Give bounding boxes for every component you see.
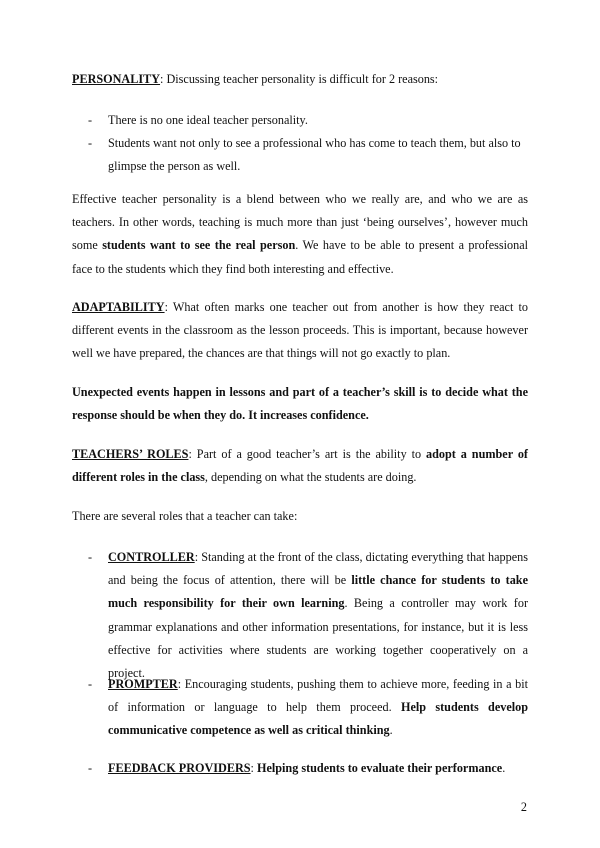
role-text-1: : xyxy=(250,761,257,775)
adaptability-paragraph xyxy=(72,296,528,366)
roles-text-2: , depending on what the students are doing. xyxy=(204,470,417,485)
bullet-dash: - xyxy=(88,113,93,127)
role-controller xyxy=(108,546,528,685)
roles-intro: There are several roles that a teacher can take: xyxy=(72,509,298,523)
personality-para-text-2: . We have to be able to present a professional face to the students which they find both interesting and effective. xyxy=(72,238,528,276)
roles-paragraph xyxy=(72,443,528,489)
roles-text-1: : Part of a good teacher’s art is the ability to xyxy=(188,447,427,461)
adaptability-text: : What often marks one teacher out from another is how they react to different events in the classroom as the lesson proceeds. This is important, because however well we have prepared, the chances are that things will not go exactly to plan. xyxy=(72,300,528,361)
personality-intro-text: : Discussing teacher personality is difficult for 2 reasons: xyxy=(160,72,439,86)
role-name: CONTROLLER xyxy=(108,550,195,564)
personality-intro xyxy=(72,68,528,91)
role-text-1: : Encouraging students, pushing them to achieve more, feeding in a bit of information or language to help them proceed. xyxy=(108,677,528,715)
role-text-2: . xyxy=(389,723,393,738)
personality-para-text-1: Effective teacher personality is a blend between who we really are, and who we are as teachers. In other words, teaching is much more than just ‘being ourselves’, however much some xyxy=(72,192,528,253)
role-text-2: . xyxy=(502,761,506,775)
role-dash: - xyxy=(88,550,93,564)
personality-bullet-1: There is no one ideal teacher personality. xyxy=(108,113,308,127)
role-dash: - xyxy=(88,677,93,691)
personality-para-bold: students want to see the real person xyxy=(102,238,296,253)
role-bold: Helping students to evaluate their performance xyxy=(256,761,503,775)
bullet-dash: - xyxy=(88,136,93,150)
personality-heading: PERSONALITY xyxy=(72,72,161,86)
role-name: PROMPTER xyxy=(108,677,178,691)
page-number: 2 xyxy=(520,800,527,814)
role-text-1: : Standing at the front of the class, dictating everything that happens and being the focus of attention, there will be xyxy=(108,550,528,588)
personality-paragraph xyxy=(72,188,528,281)
role-name: FEEDBACK PROVIDERS xyxy=(108,761,251,775)
role-text-2: . Being a controller may work for grammar explanations and other information presentations, for instance, but it is less effective for activities where students are working together cooperatively on a project. xyxy=(108,596,529,681)
adaptability-bold-paragraph: Unexpected events happen in lessons and part of a teacher’s skill is to decide what the response should be when they do. It increases confidence. xyxy=(72,385,528,423)
role-prompter xyxy=(108,673,528,743)
roles-heading: TEACHERS’ ROLES xyxy=(72,447,189,461)
adaptability-heading: ADAPTABILITY xyxy=(72,300,165,314)
role-bold: little chance for students to take much responsibility for their own learning xyxy=(108,573,528,611)
roles-bold: adopt a number of different roles in the class xyxy=(72,447,528,485)
role-dash: - xyxy=(88,761,93,775)
role-feedback-providers xyxy=(108,757,528,780)
role-bold: Help students develop communicative competence as well as critical thinking xyxy=(108,700,528,738)
personality-bullet-2: Students want not only to see a professional who has come to teach them, but also to glimpse the person as well. xyxy=(108,136,521,174)
